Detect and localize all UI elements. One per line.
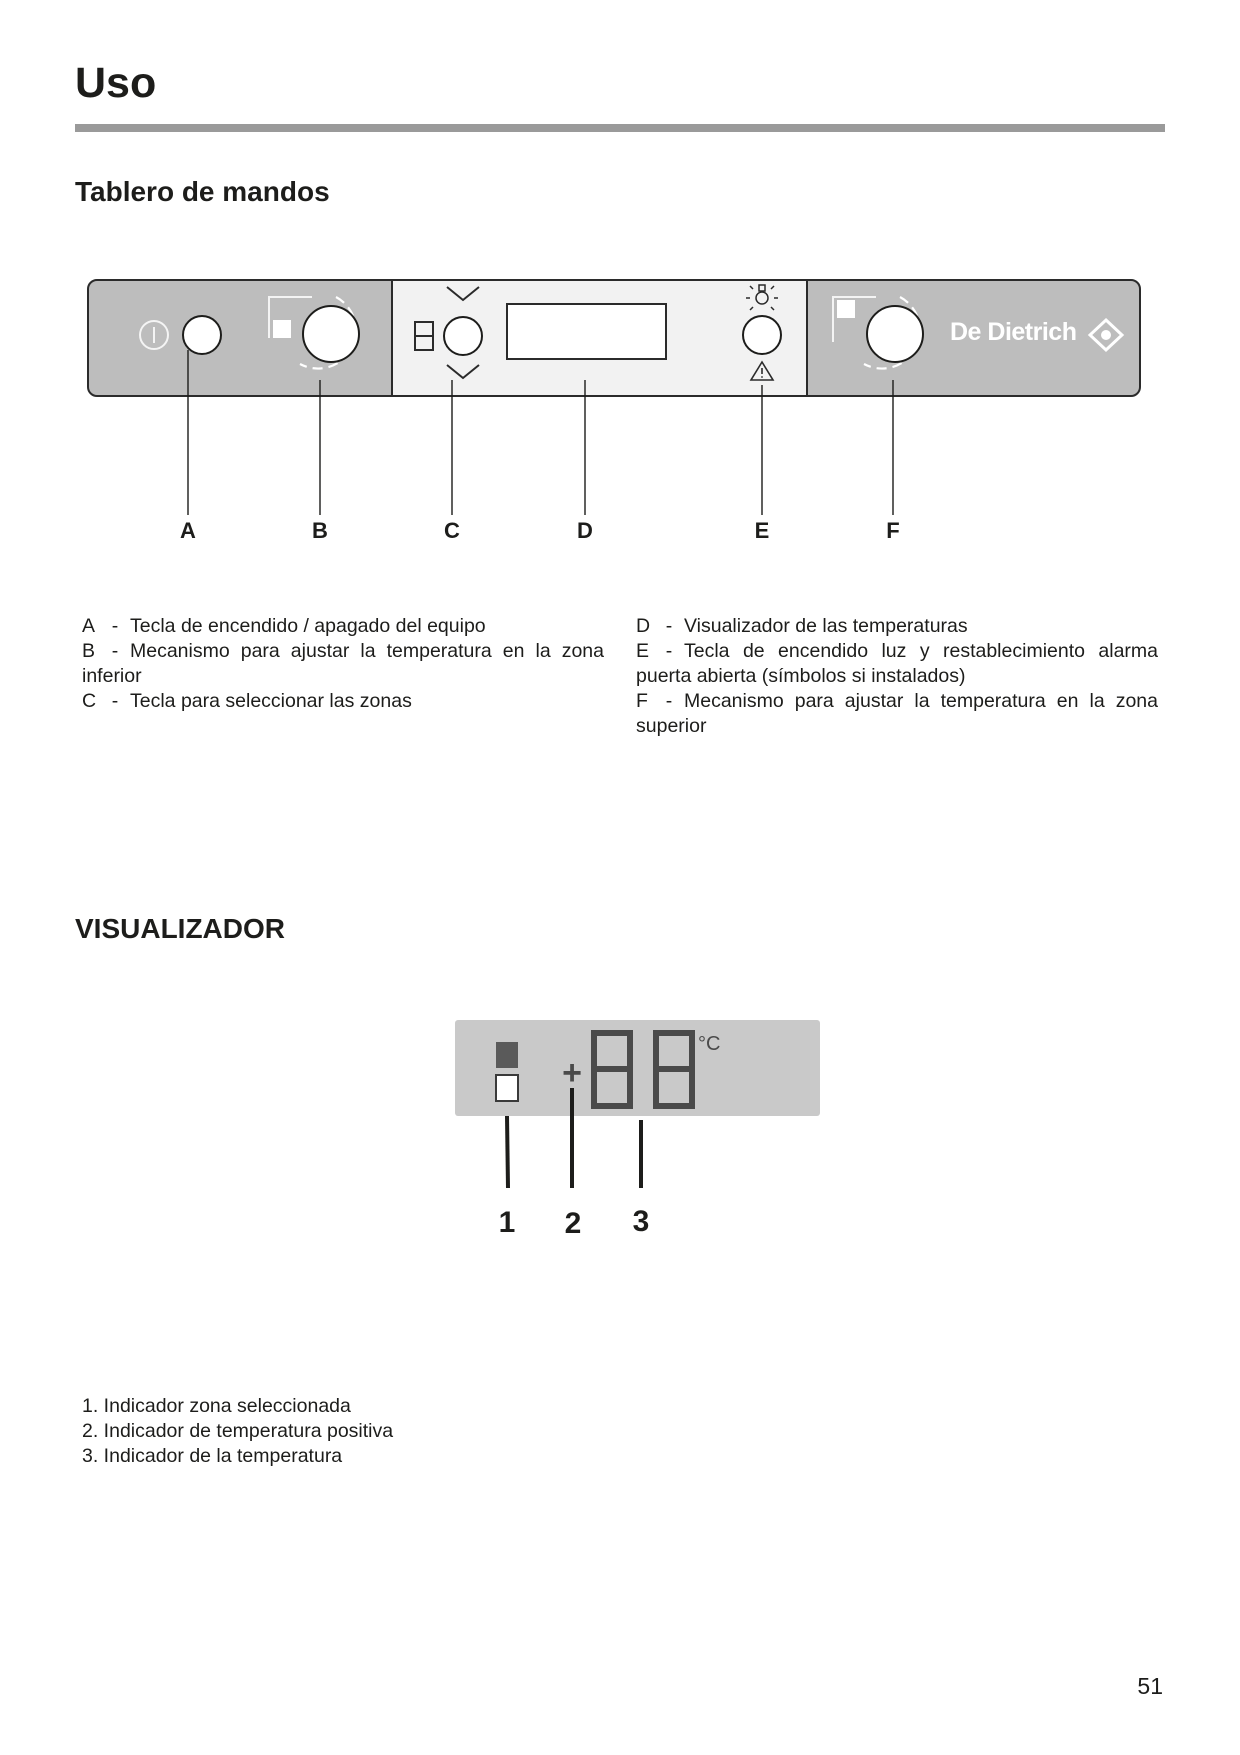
list-item: 3. Indicador de la temperatura <box>82 1445 343 1467</box>
callout-label-c: C <box>444 518 460 543</box>
list-item: 2. Indicador de temperatura positiva <box>82 1420 394 1442</box>
callout-label-1: 1 <box>498 1206 516 1239</box>
zone-select-button[interactable] <box>444 317 482 355</box>
description-item: C - Tecla para seleccionar las zonas <box>82 690 412 712</box>
callout-label-d: D <box>577 518 593 543</box>
page-title: Uso <box>75 59 157 107</box>
upper-zone-knob[interactable] <box>867 306 923 362</box>
lower-zone-knob[interactable] <box>303 306 359 362</box>
positive-sign-indicator: + <box>562 1054 582 1092</box>
section-title-control-panel: Tablero de mandos <box>75 176 330 207</box>
callout-label-f: F <box>886 518 900 543</box>
description-item: E - Tecla de encendido luz y restablecimiento alarma puerta abierta (símbolos si instalados) <box>636 640 1158 687</box>
callout-label-a: A <box>180 518 196 543</box>
callout-label-b: B <box>312 518 328 543</box>
description-item: B - Mecanismo para ajustar la temperatura en la zona inferior <box>82 640 604 687</box>
description-item: F - Mecanismo para ajustar la temperatura en la zona superior <box>636 690 1158 737</box>
celsius-unit: °C <box>698 1033 721 1055</box>
brand-logo-text: De Dietrich <box>950 318 1077 346</box>
descriptions-left <box>82 614 604 714</box>
description-item: A - Tecla de encendido / apagado del equipo <box>82 615 486 637</box>
display-legend <box>82 1394 393 1469</box>
descriptions-right <box>636 614 1158 739</box>
page-number: 51 <box>1137 1673 1163 1699</box>
title-rule <box>75 124 1165 132</box>
control-panel-diagram <box>0 240 1240 550</box>
display-diagram <box>440 1020 830 1240</box>
callout-label-2: 2 <box>564 1207 582 1240</box>
callout-label-e: E <box>754 518 770 543</box>
light-alarm-button[interactable] <box>743 316 781 354</box>
list-item: 1. Indicador zona seleccionada <box>82 1395 351 1417</box>
temperature-display-window <box>507 304 666 359</box>
section-title-display: VISUALIZADOR <box>75 913 285 944</box>
power-button[interactable] <box>183 316 221 354</box>
description-item: D - Visualizador de las temperaturas <box>636 615 968 637</box>
callout-label-3: 3 <box>632 1205 650 1238</box>
